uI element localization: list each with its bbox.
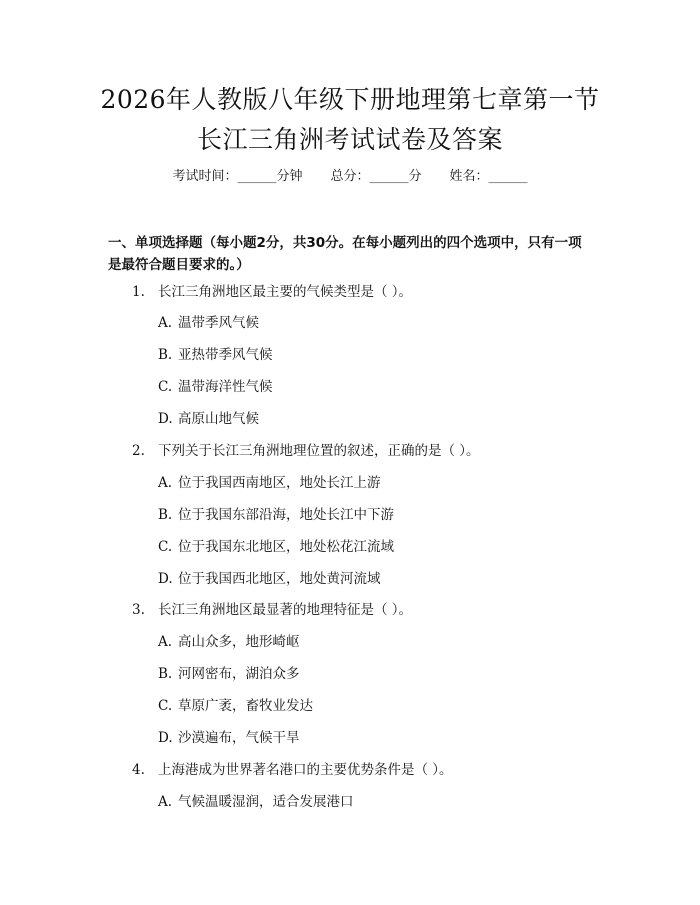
option-letter: D.	[158, 571, 173, 587]
question-3	[132, 601, 592, 619]
question-text: 长江三角洲地区最主要的气候类型是（ ）。	[158, 284, 413, 300]
option-text: 温带海洋性气候	[178, 379, 273, 395]
question-1-option-a	[158, 314, 588, 332]
question-2-option-b	[158, 506, 588, 524]
option-letter: C.	[158, 379, 173, 395]
question-1-option-c	[158, 378, 588, 396]
question-4-option-a	[158, 793, 588, 811]
question-number: 2.	[132, 443, 145, 459]
option-text: 沙漠遍布，气候干旱	[178, 730, 300, 746]
question-1-option-b	[158, 346, 588, 364]
question-1	[132, 283, 592, 301]
document-title-line-1: 2026年人教版八年级下册地理第七章第一节	[100, 85, 600, 114]
section-heading: 一、单项选择题（每小题2分，共30分。在每小题列出的四个选项中，只有一项是最符合题目要求的。）	[108, 235, 582, 273]
question-2-option-d	[158, 570, 588, 588]
option-text: 亚热带季风气候	[178, 347, 273, 363]
name-field: 姓名：______	[449, 169, 528, 184]
question-number: 1.	[132, 284, 145, 300]
question-3-option-c	[158, 697, 588, 715]
option-letter: D.	[158, 411, 173, 427]
option-letter: B.	[158, 507, 173, 523]
option-text: 河网密布，湖泊众多	[178, 666, 300, 682]
option-letter: B.	[158, 347, 173, 363]
question-text: 长江三角洲地区最显著的地理特征是（ ）。	[158, 602, 413, 618]
option-text: 温带季风气候	[178, 315, 259, 331]
option-letter: A.	[158, 315, 173, 331]
question-1-option-d	[158, 410, 588, 428]
option-text: 位于我国东部沿海，地处长江中下游	[178, 507, 394, 523]
question-2	[132, 442, 592, 460]
option-letter: A.	[158, 634, 173, 650]
question-2-option-a	[158, 474, 588, 492]
question-3-option-a	[158, 633, 588, 651]
exam-time-field: 考试时间：______分钟	[172, 169, 303, 184]
document-title-line-2: 长江三角洲考试试卷及答案	[196, 125, 503, 154]
option-text: 草原广袤，畜牧业发达	[178, 698, 313, 714]
question-3-option-b	[158, 665, 588, 683]
question-text: 上海港成为世界著名港口的主要优势条件是（ ）。	[158, 762, 453, 778]
exam-info-line	[0, 168, 700, 186]
option-text: 位于我国西北地区，地处黄河流域	[178, 571, 381, 587]
question-2-option-c	[158, 538, 588, 556]
option-letter: A.	[158, 794, 173, 810]
question-3-option-d	[158, 729, 588, 747]
option-text: 位于我国东北地区，地处松花江流域	[178, 539, 394, 555]
option-text: 气候温暖湿润，适合发展港口	[178, 794, 354, 810]
question-4	[132, 761, 592, 779]
total-score-field: 总分：______分	[330, 169, 422, 184]
option-letter: A.	[158, 475, 173, 491]
option-letter: B.	[158, 666, 173, 682]
question-text: 下列关于长江三角洲地理位置的叙述，正确的是（ ）。	[158, 443, 480, 459]
option-text: 高原山地气候	[178, 411, 259, 427]
option-text: 高山众多，地形崎岖	[178, 634, 300, 650]
question-number: 3.	[132, 602, 145, 618]
option-letter: D.	[158, 730, 173, 746]
option-letter: C.	[158, 539, 173, 555]
option-text: 位于我国西南地区，地处长江上游	[178, 475, 381, 491]
option-letter: C.	[158, 698, 173, 714]
question-number: 4.	[132, 762, 145, 778]
